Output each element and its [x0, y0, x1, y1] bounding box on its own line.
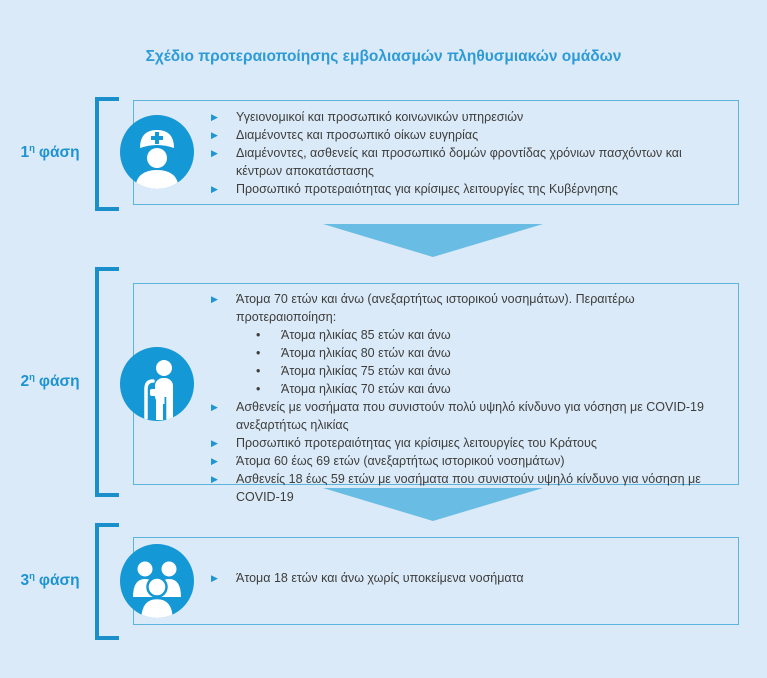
- phase-2-ordinal-sup: η: [29, 372, 35, 383]
- nurse-icon: [120, 115, 194, 189]
- bullet-dot-icon: •: [256, 382, 261, 396]
- list-item-text: Διαμένοντες και προσωπικό οίκων ευγηρίας: [236, 128, 479, 142]
- list-item-text: Προσωπικό προτεραιότητας για κρίσιμες λειτουργίες του Κράτους: [236, 436, 597, 450]
- list-item: [211, 126, 723, 144]
- phase-2-word: φάση: [38, 373, 80, 391]
- list-item: [211, 144, 723, 180]
- bullet-triangle-icon: ▶: [211, 112, 218, 122]
- bullet-triangle-icon: ▶: [211, 184, 218, 194]
- bullet-triangle-icon: ▶: [211, 573, 218, 583]
- list-item: [211, 380, 723, 398]
- phase-3-bracket: [95, 523, 119, 640]
- bullet-triangle-icon: ▶: [211, 402, 218, 412]
- list-item-text: Υγειονομικοί και προσωπικό κοινωνικών υπηρεσιών: [236, 110, 524, 124]
- down-arrow-icon: [323, 224, 543, 257]
- phase-1-ordinal-sup: η: [29, 143, 35, 154]
- phase-1-bracket: [95, 97, 119, 211]
- family-icon: [120, 544, 194, 618]
- list-item-text: Άτομα ηλικίας 75 ετών και άνω: [281, 364, 451, 378]
- bullet-dot-icon: •: [256, 328, 261, 342]
- bullet-triangle-icon: ▶: [211, 130, 218, 140]
- bullet-triangle-icon: ▶: [211, 148, 218, 158]
- list-item: [211, 569, 723, 587]
- list-item: [211, 452, 723, 470]
- phase-2-number: 2: [20, 373, 30, 391]
- phase-3-box: [133, 537, 739, 625]
- bullet-triangle-icon: ▶: [211, 474, 218, 484]
- page-title: Σχέδιο προτεραιοποίησης εμβολιασμών πληθυσμιακών ομάδων: [145, 48, 622, 65]
- list-item: [211, 326, 723, 344]
- phase-1-box: [133, 100, 739, 205]
- bullet-triangle-icon: ▶: [211, 294, 218, 304]
- list-item: [211, 180, 723, 198]
- list-item: [211, 344, 723, 362]
- list-item: [211, 108, 723, 126]
- list-item-text: Άτομα 60 έως 69 ετών (ανεξαρτήτως ιστορικού νοσημάτων): [236, 454, 565, 468]
- list-item: [211, 362, 723, 380]
- list-item-text: Άτομα 18 ετών και άνω χωρίς υποκείμενα νοσήματα: [236, 571, 524, 585]
- list-item: [211, 398, 723, 434]
- phase-2-bracket: [95, 267, 119, 497]
- phase-2-box: [133, 283, 739, 504]
- list-item-text: Άτομα ηλικίας 80 ετών και άνω: [281, 346, 451, 360]
- phase-3-ordinal-sup: η: [29, 571, 35, 582]
- bullet-dot-icon: •: [256, 346, 261, 360]
- phase-1-word: φάση: [38, 144, 80, 162]
- phase-1-label: [10, 143, 90, 162]
- list-item-text: Ασθενείς με νοσήματα που συνιστούν πολύ υψηλό κίνδυνο για νόσηση με COVID-19 ανεξαρτήτως ηλικίας: [236, 400, 704, 432]
- bullet-triangle-icon: ▶: [211, 438, 218, 448]
- phase-3-word: φάση: [38, 572, 80, 590]
- list-item-text: Άτομα ηλικίας 85 ετών και άνω: [281, 328, 451, 342]
- list-item-text: Ασθενείς 18 έως 59 ετών με νοσήματα που συνιστούν υψηλό κίνδυνο για νόσηση με COVID-19: [236, 472, 701, 504]
- phase-1-item-list: [211, 108, 723, 198]
- phase-3-number: 3: [20, 572, 30, 590]
- list-item-text: Άτομα ηλικίας 70 ετών και άνω: [281, 382, 451, 396]
- bullet-triangle-icon: ▶: [211, 456, 218, 466]
- list-item-text: Προσωπικό προτεραιότητας για κρίσιμες λειτουργίες της Κυβέρνησης: [236, 182, 618, 196]
- elderly-person-icon: [120, 347, 194, 421]
- phase-3-item-list: [211, 569, 723, 587]
- list-item-text: Διαμένοντες, ασθενείς και προσωπικό δομών φροντίδας χρόνιων πασχόντων και κέντρων αποκατάστασης: [236, 146, 682, 178]
- list-item-text: Άτομα 70 ετών και άνω (ανεξαρτήτως ιστορικού νοσημάτων). Περαιτέρω προτεραιοποίηση:: [236, 292, 635, 324]
- phase-2-item-list: [211, 290, 723, 506]
- list-item: [211, 290, 723, 326]
- phase-3-label: [10, 571, 90, 590]
- bullet-dot-icon: •: [256, 364, 261, 378]
- list-item: [211, 434, 723, 452]
- phase-1-number: 1: [20, 144, 30, 162]
- phase-2-label: [10, 372, 90, 391]
